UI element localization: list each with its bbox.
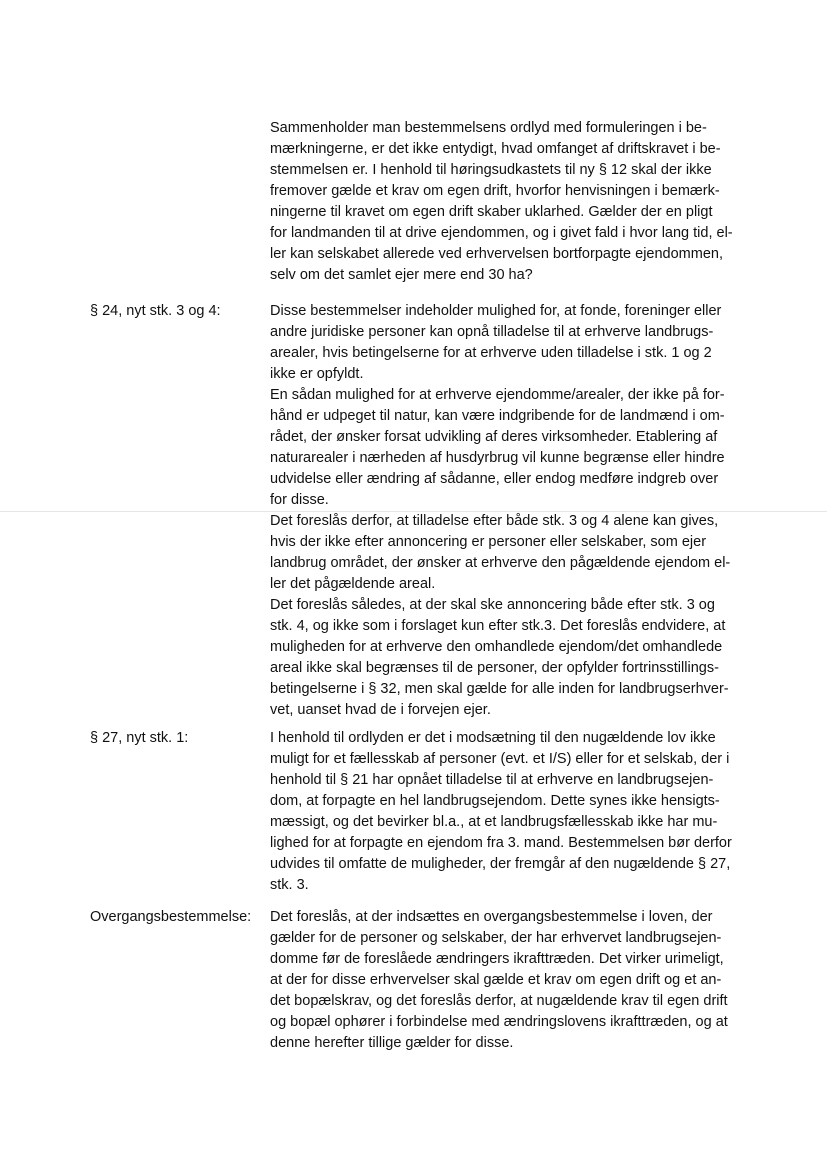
text-line: vet, uanset hvad de i forvejen ejer. <box>270 702 491 718</box>
text-line: areal ikke skal begrænses til de personer, der opfylder fortrinsstillings- <box>270 660 719 676</box>
text-line: Disse bestemmelser indeholder mulighed for, at fonde, foreninger eller <box>270 303 722 319</box>
text-line: det bopælskrav, og det foreslås derfor, at nugældende krav til egen drift <box>270 993 728 1009</box>
text-line: naturarealer i nærheden af husdyrbrug vil kunne begrænse eller hindre <box>270 450 725 466</box>
text-line: Det foreslås derfor, at tilladelse efter både stk. 3 og 4 alene kan gives, <box>270 513 719 529</box>
section-label: § 24, nyt stk. 3 og 4: <box>90 303 221 319</box>
text-line: for landmanden til at drive ejendommen, og i givet fald i hvor lang tid, el- <box>270 225 733 241</box>
text-line: Sammenholder man bestemmelsens ordlyd med formuleringen i be- <box>270 120 707 136</box>
text-line: Det foreslås således, at der skal ske annoncering både efter stk. 3 og <box>270 597 715 613</box>
text-line: for disse. <box>270 492 329 508</box>
text-line: gælder for de personer og selskaber, der har erhvervet landbrugsejen- <box>270 930 722 946</box>
text-line: ikke er opfyldt. <box>270 366 364 382</box>
text-line: En sådan mulighed for at erhverve ejendomme/arealer, der ikke på for- <box>270 387 725 403</box>
section-body <box>270 301 770 721</box>
text-line: andre juridiske personer kan opnå tilladelse til at erhverve landbrugs- <box>270 324 714 340</box>
text-line: selv om det samlet ejer mere end 30 ha? <box>270 267 533 283</box>
text-line: mæssigt, og det bevirker bl.a., at et landbrugsfællesskab ikke har mu- <box>270 814 718 830</box>
section-label: § 27, nyt stk. 1: <box>90 730 189 746</box>
section-label: Overgangsbestemmelse: <box>90 909 252 925</box>
text-line: ningerne til kravet om egen drift skaber uklarhed. Gælder der en pligt <box>270 204 713 220</box>
text-line: I henhold til ordlyden er det i modsætning til den nugældende lov ikke <box>270 730 716 746</box>
text-line: fremover gælde et krav om egen drift, hvorfor henvisningen i bemærk- <box>270 183 720 199</box>
text-line: stk. 4, og ikke som i forslaget kun efter stk.3. Det foreslås endvidere, at <box>270 618 726 634</box>
text-line: arealer, hvis betingelserne for at erhverve uden tilladelse i stk. 1 og 2 <box>270 345 712 361</box>
intro-paragraph <box>270 118 770 286</box>
text-line: landbrug området, der ønsker at erhverve den pågældende ejendom el- <box>270 555 731 571</box>
text-line: betingelserne i § 32, men skal gælde for alle inden for landbrugserhver- <box>270 681 729 697</box>
text-line: at der for disse erhvervelser skal gælde et krav om egen drift og et an- <box>270 972 722 988</box>
text-line: Det foreslås, at der indsættes en overgangsbestemmelse i loven, der <box>270 909 713 925</box>
text-line: ler kan selskabet allerede ved erhvervelsen bortforpagte ejendommen, <box>270 246 723 262</box>
text-line: dom, at forpagte en hel landbrugsejendom. Dette synes ikke hensigts- <box>270 793 720 809</box>
text-line: ler det pågældende areal. <box>270 576 436 592</box>
text-line: lighed for at forpagte en ejendom fra 3. mand. Bestemmelsen bør derfor <box>270 835 732 851</box>
section-body <box>270 907 770 1054</box>
text-line: hvis der ikke efter annoncering er personer eller selskaber, som ejer <box>270 534 707 550</box>
text-line: denne herefter tillige gælder for disse. <box>270 1035 514 1051</box>
text-line: udvides til omfatte de muligheder, der fremgår af den nugældende § 27, <box>270 856 731 872</box>
text-line: mærkningerne, er det ikke entydigt, hvad omfanget af driftskravet i be- <box>270 141 721 157</box>
text-line: og bopæl ophører i forbindelse med ændringslovens ikrafttræden, og at <box>270 1014 728 1030</box>
text-line: stemmelsen er. I henhold til høringsudkastets til ny § 12 skal der ikke <box>270 162 712 178</box>
text-line: udvidelse eller ændring af sådanne, eller endog medføre indgreb over <box>270 471 719 487</box>
section-body <box>270 728 770 896</box>
text-line: hånd er udpeget til natur, kan være indgribende for de landmænd i om- <box>270 408 725 424</box>
text-line: muligheden for at erhverve den omhandlede ejendom/det omhandlede <box>270 639 723 655</box>
text-line: stk. 3. <box>270 877 309 893</box>
text-line: rådet, der ønsker forsat udvikling af deres virksomheder. Etablering af <box>270 429 718 445</box>
text-line: domme før de foreslåede ændringers ikrafttræden. Det virker urimeligt, <box>270 951 724 967</box>
text-line: muligt for et fællesskab af personer (evt. et I/S) eller for et selskab, der i <box>270 751 730 767</box>
text-line: henhold til § 21 har opnået tilladelse til at erhverve en landbrugsejen- <box>270 772 714 788</box>
